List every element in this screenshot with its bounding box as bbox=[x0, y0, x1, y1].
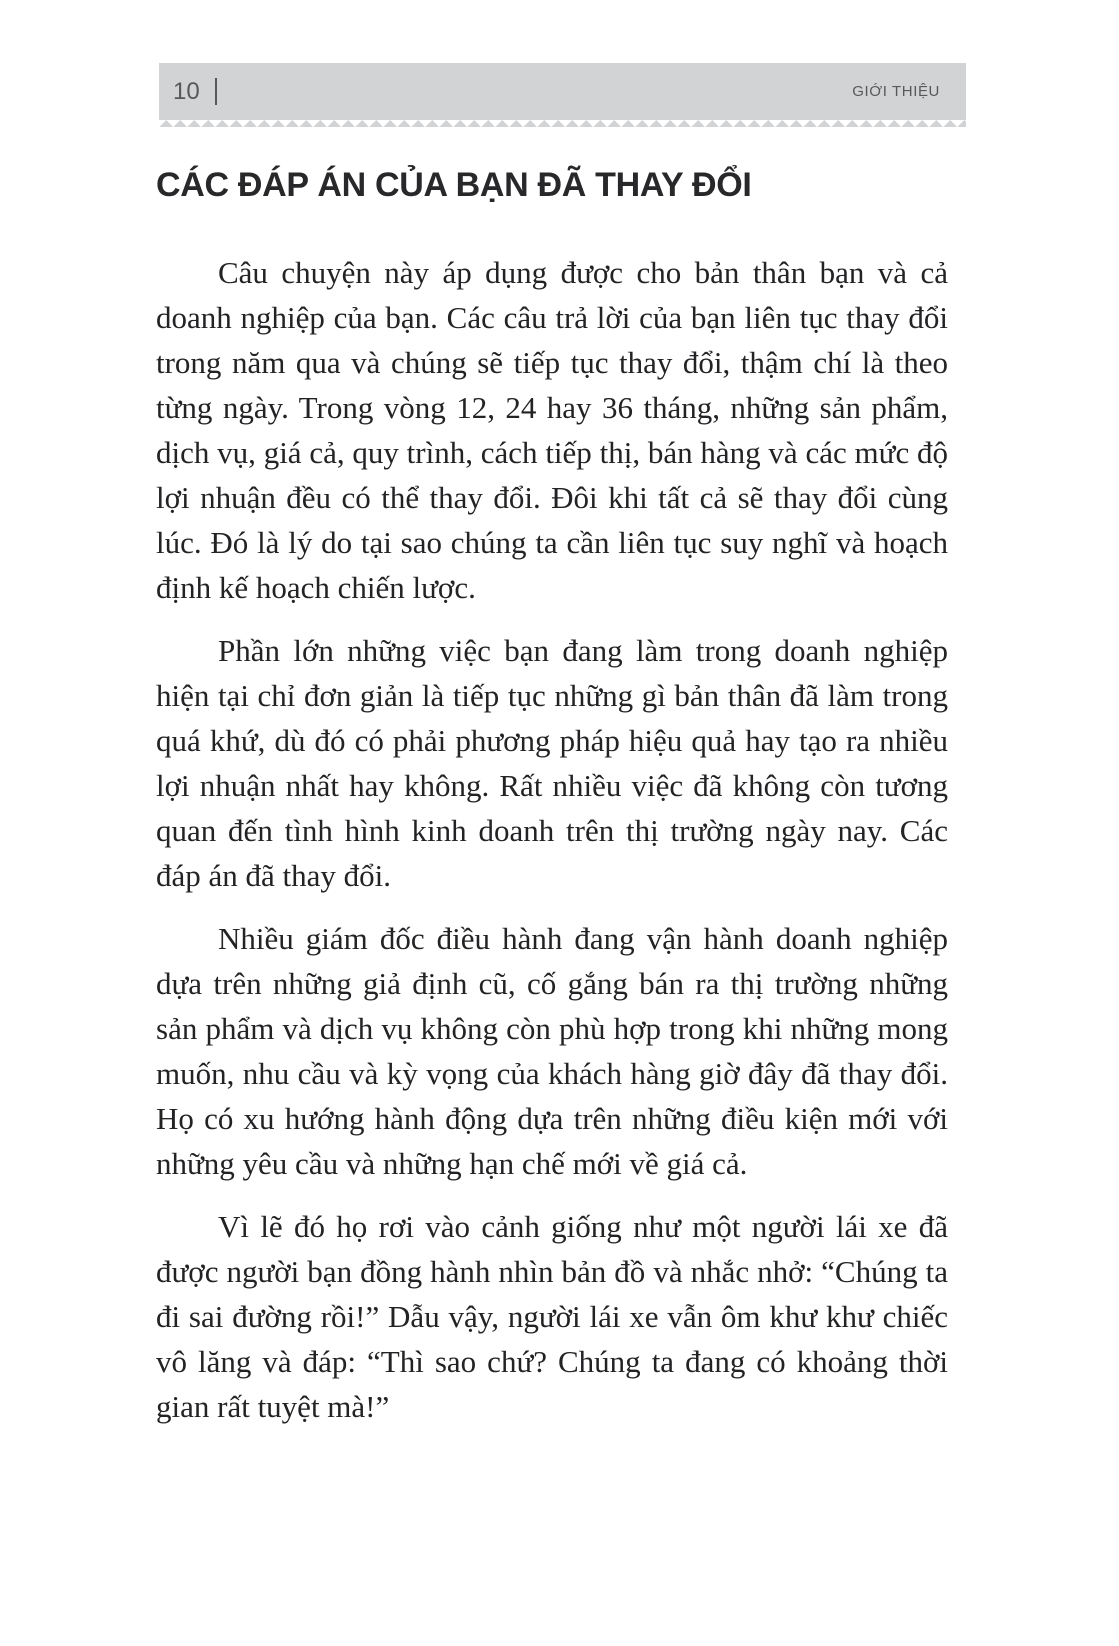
body-text bbox=[156, 250, 948, 1429]
paragraph-1: Câu chuyện này áp dụng được cho bản thân bạn và cả doanh nghiệp của bạn. Các câu trả lời của bạn liên tục thay đổi trong năm qua và chúng sẽ tiếp tục thay đổi, thậm chí là theo từng ngày. Trong vòng 12, 24 hay 36 tháng, những sản phẩm, dịch vụ, giá cả, quy trình, cách tiếp thị, bán hàng và các mức độ lợi nhuận đều có thể thay đổi. Đôi khi tất cả sẽ thay đổi cùng lúc. Đó là lý do tại sao chúng ta cần liên tục suy nghĩ và hoạch định kế hoạch chiến lược. bbox=[156, 255, 948, 605]
paragraph-2: Phần lớn những việc bạn đang làm trong doanh nghiệp hiện tại chỉ đơn giản là tiếp tục những gì bản thân đã làm trong quá khứ, dù đó có phải phương pháp hiệu quả hay tạo ra nhiều lợi nhuận nhất hay không. Rất nhiều việc đã không còn tương quan đến tình hình kinh doanh trên thị trường ngày nay. Các đáp án đã thay đổi. bbox=[156, 633, 948, 893]
paragraph-3: Nhiều giám đốc điều hành đang vận hành doanh nghiệp dựa trên những giả định cũ, cố gắng bán ra thị trường những sản phẩm và dịch vụ không còn phù hợp trong khi những mong muốn, nhu cầu và kỳ vọng của khách hàng giờ đây đã thay đổi. Họ có xu hướng hành động dựa trên những điều kiện mới với những yêu cầu và những hạn chế mới về giá cả. bbox=[156, 921, 948, 1181]
header-divider bbox=[215, 78, 217, 105]
section-label: GIỚI THIỆU bbox=[852, 83, 940, 100]
page-header bbox=[159, 63, 966, 120]
paragraph-4: Vì lẽ đó họ rơi vào cảnh giống như một người lái xe đã được người bạn đồng hành nhìn bản đồ và nhắc nhở: “Chúng ta đi sai đường rồi!” Dẫu vậy, người lái xe vẫn ôm khư khư chiếc vô lăng và đáp: “Thì sao chứ? Chúng ta đang có khoảng thời gian rất tuyệt mà!” bbox=[156, 1209, 948, 1424]
sawtooth-edge bbox=[159, 120, 966, 127]
page-number: 10 bbox=[173, 77, 200, 105]
chapter-heading: CÁC ĐÁP ÁN CỦA BẠN ĐÃ THAY ĐỔI bbox=[156, 166, 752, 204]
